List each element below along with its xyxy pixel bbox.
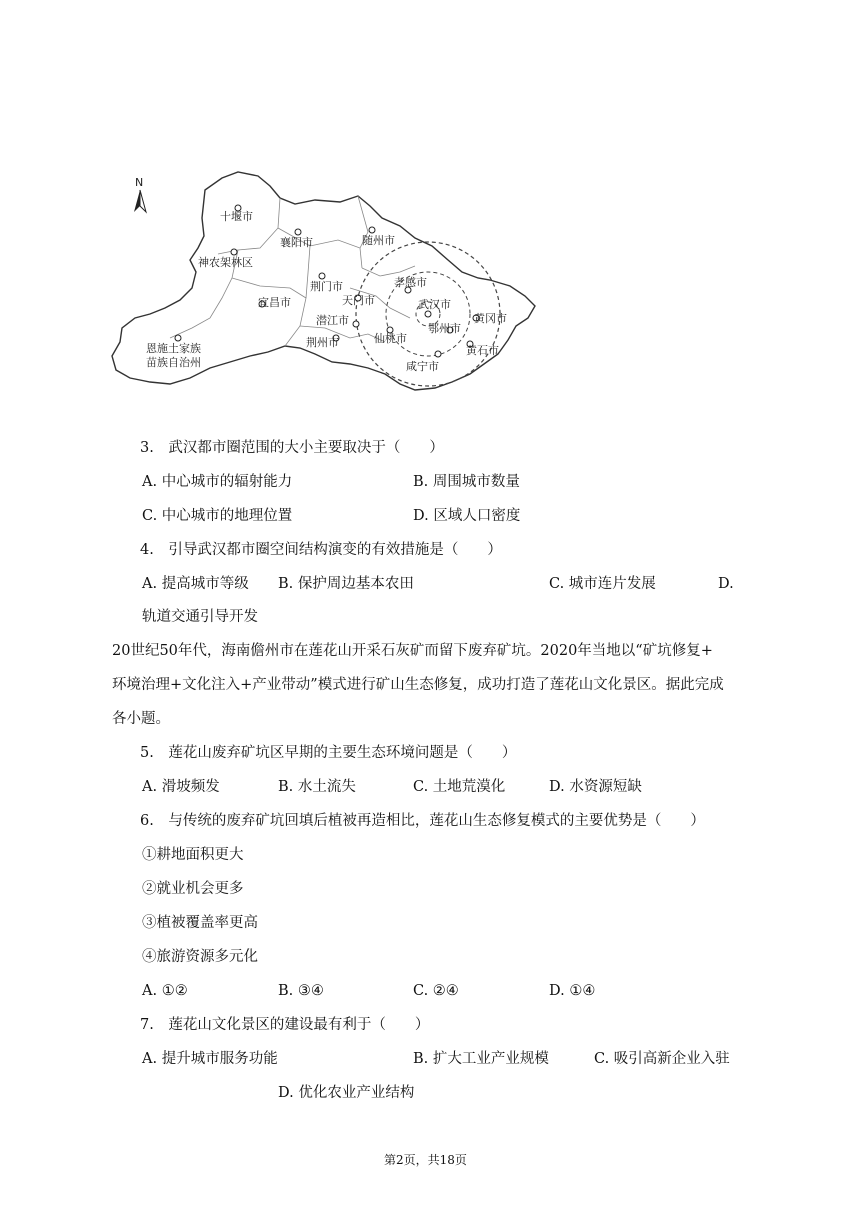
q4-option-c[interactable]: C. 城市连片发展 [549, 576, 656, 592]
q5-option-a[interactable]: A. 滑坡频发 [142, 779, 220, 795]
passage-line-3: 各小题。 [112, 711, 170, 727]
page-footer: 第2页，共18页 [384, 1153, 467, 1167]
label-xiangyang: 襄阳市 [280, 236, 313, 249]
label-enshi-2: 苗族自治州 [146, 356, 201, 369]
north-label: N [135, 176, 144, 189]
q3-stem: 3. 武汉都市圈范围的大小主要取决于（ ） [140, 440, 444, 456]
q4-option-d-text[interactable]: 轨道交通引导开发 [142, 609, 258, 625]
q6-item-2: ②就业机会更多 [142, 881, 244, 897]
q3-option-b[interactable]: B. 周围城市数量 [413, 474, 520, 490]
q6-option-d[interactable]: D. ①④ [549, 983, 596, 999]
q4-option-b[interactable]: B. 保护周边基本农田 [278, 576, 414, 592]
q7-option-d[interactable]: D. 优化农业产业结构 [278, 1085, 415, 1101]
q6-option-a[interactable]: A. ①② [142, 983, 188, 999]
q3-option-a[interactable]: A. 中心城市的辐射能力 [142, 474, 293, 490]
label-shennongjia: 神农架林区 [198, 256, 253, 269]
label-ezhou: 鄂州市 [428, 322, 461, 335]
q6-stem: 6. 与传统的废弃矿坑回填后植被再造相比，莲花山生态修复模式的主要优势是（ ） [140, 813, 705, 829]
q6-item-1: ①耕地面积更大 [142, 847, 244, 863]
label-tianmen: 天门市 [342, 294, 375, 307]
label-huanggang: 黄冈市 [474, 312, 507, 325]
label-suizhou: 随州市 [362, 234, 395, 247]
passage-line-2: 环境治理+文化注入+产业带动”模式进行矿山生态修复，成功打造了莲花山文化景区。据此完成 [112, 677, 724, 693]
q6-item-4: ④旅游资源多元化 [142, 949, 258, 965]
internal-boundaries [170, 196, 415, 346]
label-xiantao: 仙桃市 [374, 332, 407, 345]
label-jingzhou: 荆州市 [306, 336, 339, 349]
q3-option-d[interactable]: D. 区域人口密度 [413, 508, 521, 524]
q3-option-c[interactable]: C. 中心城市的地理位置 [142, 508, 293, 524]
north-arrow-icon [134, 176, 146, 212]
q7-option-c[interactable]: C. 吸引高新企业入驻 [594, 1051, 730, 1067]
q6-item-3: ③植被覆盖率更高 [142, 915, 258, 931]
q7-stem: 7. 莲花山文化景区的建设最有利于（ ） [140, 1017, 430, 1033]
label-xianning: 咸宁市 [406, 360, 439, 373]
q4-option-a[interactable]: A. 提高城市等级 [142, 576, 249, 592]
q6-option-c[interactable]: C. ②④ [413, 983, 459, 999]
q7-option-a[interactable]: A. 提升城市服务功能 [142, 1051, 278, 1067]
label-shiyan: 十堰市 [220, 210, 253, 223]
label-yichang: 宜昌市 [258, 296, 291, 309]
label-xiaogan: 孝感市 [394, 276, 427, 289]
passage-line-1: 20世纪50年代，海南儋州市在莲花山开采石灰矿而留下废弃矿坑。2020年当地以“矿坑修复+ [112, 643, 713, 659]
q4-option-d-letter[interactable]: D. [718, 576, 734, 592]
q6-option-b[interactable]: B. ③④ [278, 983, 324, 999]
hubei-map [110, 168, 540, 396]
q5-option-b[interactable]: B. 水土流失 [278, 779, 356, 795]
label-enshi-1: 恩施土家族 [146, 342, 201, 355]
q4-stem: 4. 引导武汉都市圈空间结构演变的有效措施是（ ） [140, 542, 502, 558]
label-jingmen: 荆门市 [310, 280, 343, 293]
label-qianjiang: 潜江市 [316, 314, 349, 327]
q5-option-c[interactable]: C. 土地荒漠化 [413, 779, 506, 795]
label-huangshi: 黄石市 [466, 344, 499, 357]
q5-option-d[interactable]: D. 水资源短缺 [549, 779, 642, 795]
q7-option-b[interactable]: B. 扩大工业产业规模 [413, 1051, 549, 1067]
q5-stem: 5. 莲花山废弃矿坑区早期的主要生态环境问题是（ ） [140, 745, 517, 761]
label-wuhan: 武汉市 [418, 298, 451, 311]
